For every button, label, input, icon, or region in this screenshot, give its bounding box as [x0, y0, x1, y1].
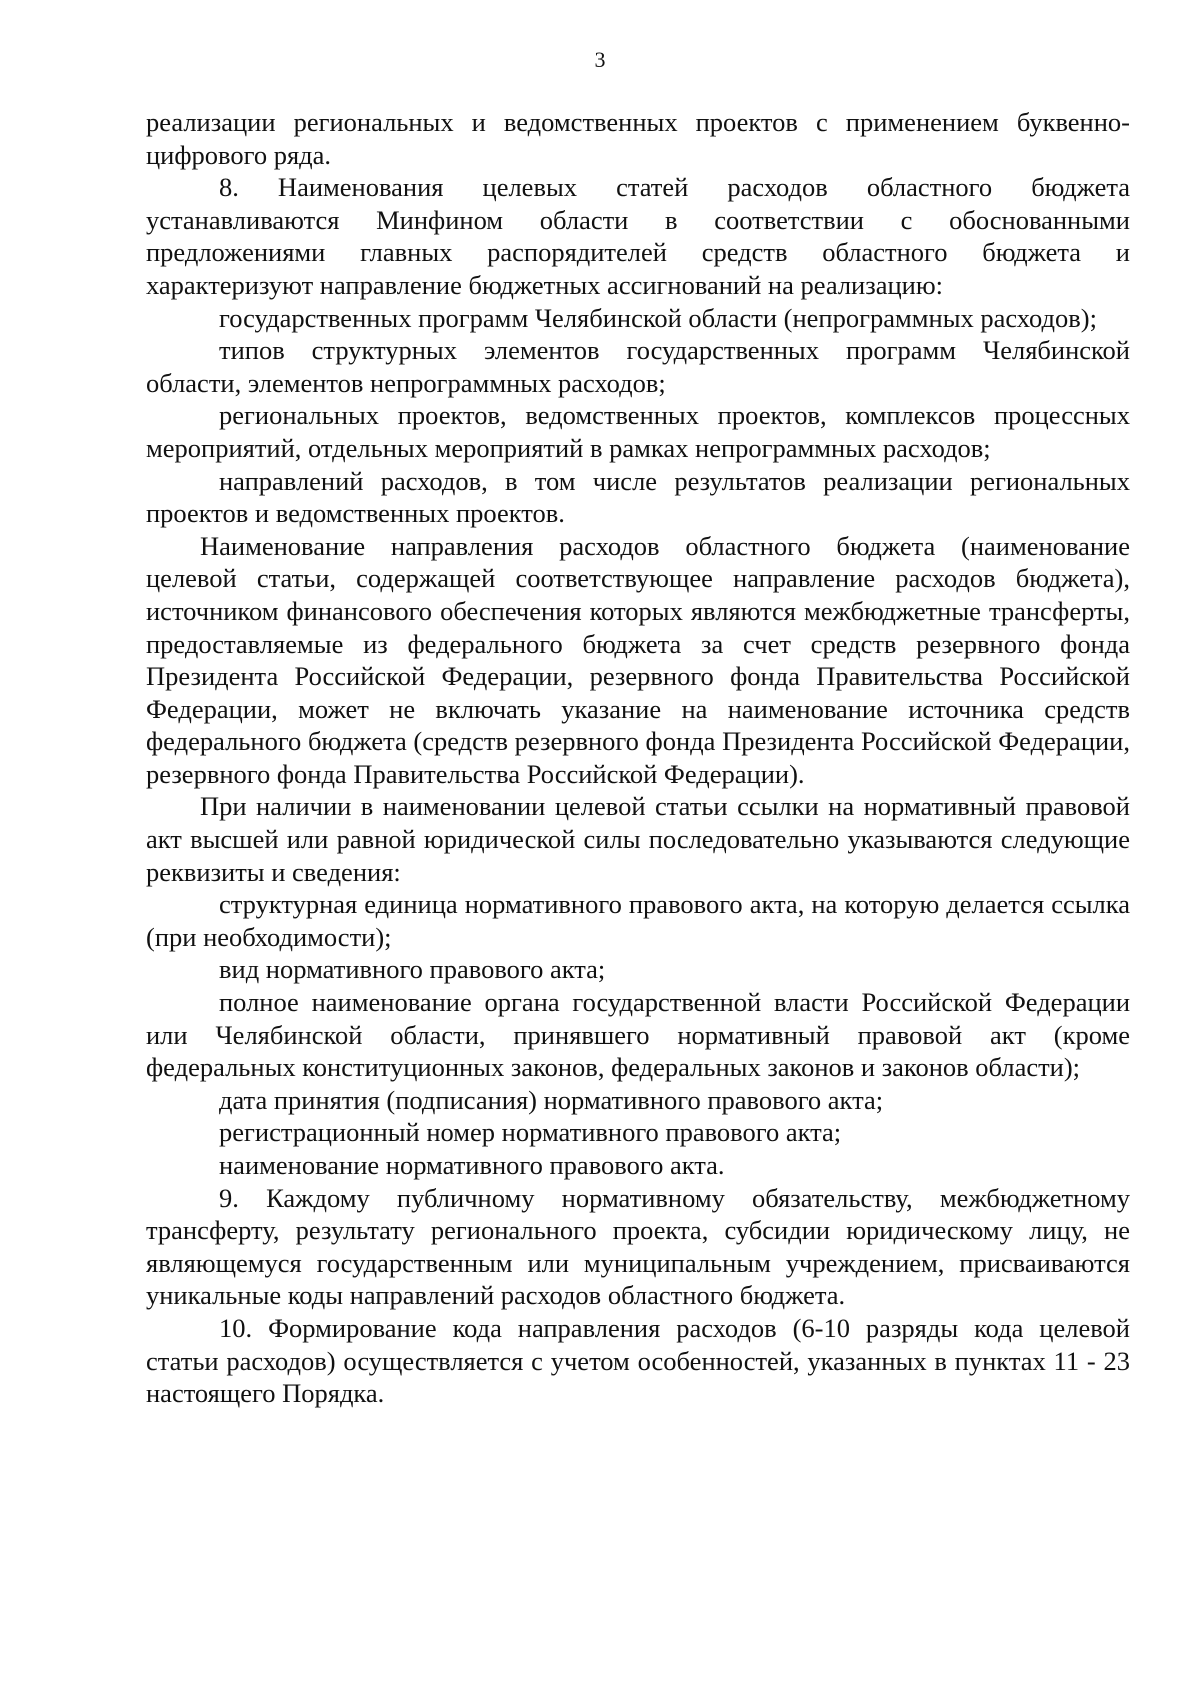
list-item-regional-projects: региональных проектов, ведомственных проектов, комплексов процессных мероприятий, отдельных мероприятий в рамках непрограммных расходов;	[146, 400, 1130, 463]
list-item-registration-number: регистрационный номер нормативного правового акта;	[219, 1117, 842, 1148]
list-item-expense-directions: направлений расходов, в том числе результатов реализации региональных проектов и ведомственных проектов.	[146, 465, 1130, 529]
list-item-structural-unit: структурная единица нормативного правового акта, на которую делается ссылка (при необходимости);	[146, 889, 1130, 952]
list-item-act-name: наименование нормативного правового акта.	[219, 1150, 725, 1180]
paragraph-reserve-fund: Наименование направления расходов областного бюджета (наименование целевой статьи, содержащей соответствующее направление расходов бюджета), источником финансового обеспечения которых являются межбюджетные трансферты, предоставляемые из федерального бюджета за счет средств резервного фонда Президента Российской Федерации, резервного фонда Правительства Российской Федерации, может не включать указание на наименование источника средств федерального бюджета (средств резервного фонда Президента Российской Федерации, резервного фонда Правительства Российской Федерации).	[146, 530, 1130, 789]
paragraph-item-9: 9. Каждому публичному нормативному обязательству, межбюджетному трансферту, результату регионального проекта, субсидии юридическому лицу, не являющемуся государственным или муниципальным учреждением, присваиваются уникальные коды направлений расходов областного бюджета.	[146, 1182, 1130, 1311]
list-item-authority-name: полное наименование органа государственной власти Российской Федерации или Челябинской области, принявшего нормативный правовой акт (кроме федеральных конституционных законов, федеральных законов и законов области);	[146, 987, 1130, 1083]
document-body	[146, 106, 1130, 1410]
paragraph-item-8: 8. Наименования целевых статей расходов областного бюджета устанавливаются Минфином области в соответствии с обоснованными предложениями главных распорядителей средств областного бюджета и характеризуют направление бюджетных ассигнований на реализацию:	[146, 172, 1130, 300]
paragraph-item-10: 10. Формирование кода направления расходов (6-10 разряды кода целевой статьи расходов) осуществляется с учетом особенностей, указанных в пунктах 11 - 23 настоящего Порядка.	[146, 1312, 1130, 1409]
list-item-structural-elements: типов структурных элементов государственных программ Челябинской области, элементов непрограммных расходов;	[146, 335, 1130, 398]
paragraph-legal-act-reference: При наличии в наименовании целевой статьи ссылки на нормативный правовой акт высшей или равной юридической силы последовательно указываются следующие реквизиты и сведения:	[146, 791, 1130, 887]
page-number: 3	[594, 47, 606, 72]
list-item-act-type: вид нормативного правового акта;	[219, 954, 606, 985]
list-item-adoption-date: дата принятия (подписания) нормативного правового акта;	[219, 1084, 884, 1115]
list-item-state-programs: государственных программ Челябинской области (непрограммных расходов);	[219, 302, 1097, 333]
paragraph-continuation: реализации региональных и ведомственных проектов с применением буквенно-цифрового ряда.	[146, 107, 1130, 170]
